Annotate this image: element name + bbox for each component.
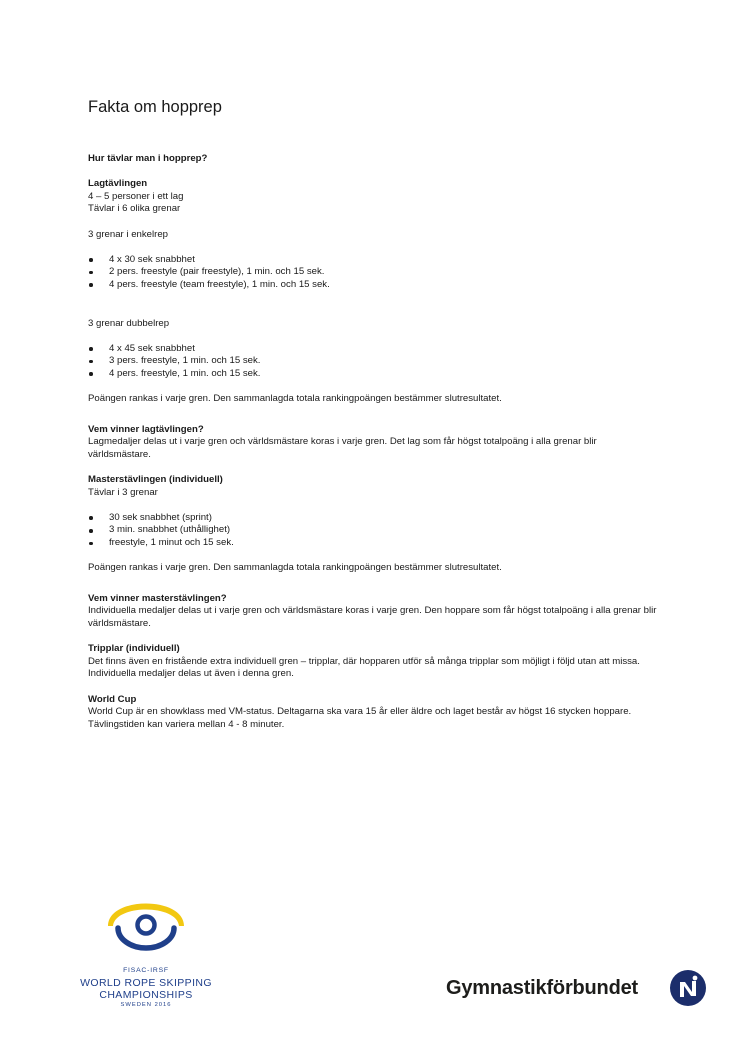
- list-item: 4 pers. freestyle (team freestyle), 1 min. och 15 sek.: [88, 279, 658, 292]
- lag-winner-heading: Vem vinner lagtävlingen?: [88, 423, 204, 435]
- championship-logo: [66, 888, 226, 1013]
- lag-line-2: Tävlar i 6 olika grenar: [88, 203, 181, 215]
- list-item: 4 pers. freestyle, 1 min. och 15 sek.: [88, 368, 658, 381]
- lag-line-1: 4 – 5 personer i ett lag: [88, 190, 184, 202]
- federation-name: Gymnastikförbundet: [446, 977, 638, 999]
- list-item: 2 pers. freestyle (pair freestyle), 1 min. och 15 sek.: [88, 266, 658, 279]
- master-winner-text: Individuella medaljer delas ut i varje gren och världsmästare koras i varje gren. Den hoppare som får högst totalpoäng i alla grenar blir världsmästare.: [88, 605, 657, 629]
- lag-ranking-text: Poängen rankas i varje gren. Den sammanlagda totala rankingpoängen bestämmer slutresultatet.: [88, 393, 502, 405]
- master-ranking-text: Poängen rankas i varje gren. Den sammanlagda totala rankingpoängen bestämmer slutresultatet.: [88, 562, 502, 574]
- list-item: 3 min. snabbhet (uthållighet): [88, 524, 658, 537]
- master-heading: Masterstävlingen (individuell): [88, 474, 223, 486]
- lag-winner-text: Lagmedaljer delas ut i varje gren och världsmästare koras i varje gren. Det lag som får högst totalpoäng i alla grenar blir världsmästare.: [88, 436, 597, 460]
- championship-org: FISAC-IRSF: [123, 967, 169, 974]
- dubbelrep-heading: 3 grenar dubbelrep: [88, 317, 170, 329]
- page-title: Fakta om hopprep: [88, 98, 222, 116]
- tripplar-heading: Tripplar (individuell): [88, 643, 180, 655]
- enkelrep-list: [88, 254, 658, 292]
- enkelrep-heading: 3 grenar i enkelrep: [88, 228, 168, 240]
- intro-heading: Hur tävlar man i hopprep?: [88, 153, 208, 164]
- championship-name: WORLD ROPE SKIPPING: [80, 977, 212, 989]
- list-item: freestyle, 1 minut och 15 sek.: [88, 537, 658, 550]
- lag-heading: Lagtävlingen: [88, 178, 148, 190]
- master-winner-heading: Vem vinner masterstävlingen?: [88, 592, 227, 604]
- world-cup-text: World Cup är en showklass med VM-status. Deltagarna ska vara 15 år eller äldre och laget består av högst 16 stycken hoppare. Tävlingstiden kan variera mellan 4 - 8 minuter.: [88, 706, 632, 730]
- list-item: 3 pers. freestyle, 1 min. och 15 sek.: [88, 355, 658, 368]
- rope-skipper-emblem-icon: [106, 888, 186, 964]
- federation-logo: [446, 968, 708, 1008]
- master-line-1: Tävlar i 3 grenar: [88, 486, 158, 498]
- list-item: 30 sek snabbhet (sprint): [88, 512, 658, 525]
- championship-location: SWEDEN 2016: [120, 1002, 172, 1008]
- document-body: [88, 153, 658, 731]
- master-list: [88, 512, 658, 550]
- federation-emblem-icon: [669, 969, 707, 1007]
- tripplar-text: Det finns även en fristående extra individuell gren – tripplar, där hopparen utför så många tripplar som möjligt i följd utan att missa. Individuella medaljer delas ut även i denna gren.: [88, 655, 640, 680]
- world-cup-heading: World Cup: [88, 693, 137, 705]
- championship-subtitle: CHAMPIONSHIPS: [99, 989, 193, 1001]
- dubbelrep-list: [88, 343, 658, 381]
- list-item: 4 x 30 sek snabbhet: [88, 254, 658, 267]
- list-item: 4 x 45 sek snabbhet: [88, 343, 658, 356]
